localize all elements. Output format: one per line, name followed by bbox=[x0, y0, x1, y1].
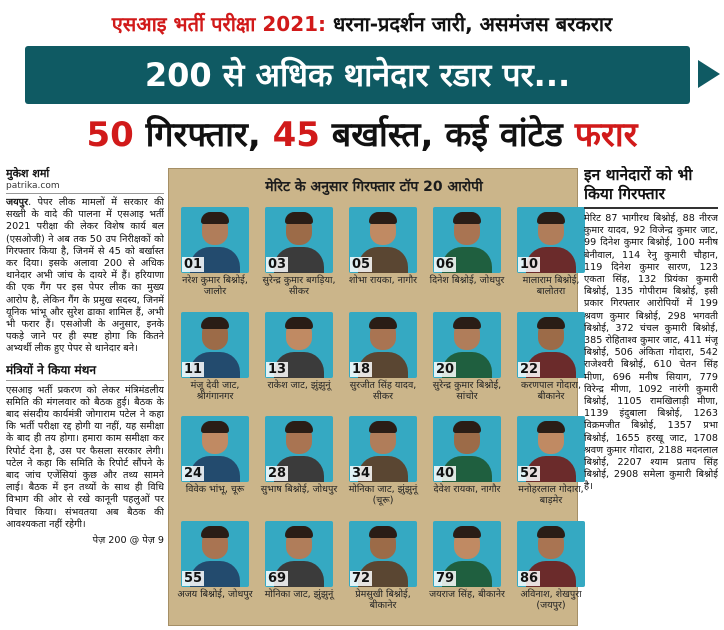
accused-name: मनोहरलाल गोदारा, बाड़मेर bbox=[518, 484, 584, 506]
photo-hair bbox=[285, 317, 313, 329]
accused-name: दिनेश बिश्नोई, जोधपुर bbox=[429, 275, 505, 286]
accused-card bbox=[343, 416, 423, 519]
dateline: जयपुर bbox=[6, 197, 29, 208]
accused-card bbox=[259, 416, 339, 519]
accused-photo bbox=[349, 521, 417, 587]
accused-photo bbox=[517, 521, 585, 587]
story-paragraph-1 bbox=[6, 197, 164, 356]
accused-card bbox=[175, 312, 255, 415]
accused-panel bbox=[168, 168, 584, 626]
photo-hair bbox=[537, 526, 565, 538]
merit-number: 01 bbox=[184, 257, 203, 272]
accused-photo bbox=[349, 416, 417, 482]
accused-name: विवेक भांभू, चूरू bbox=[185, 484, 245, 495]
merit-number: 55 bbox=[184, 570, 203, 586]
photo-hair bbox=[453, 212, 481, 224]
accused-card bbox=[259, 312, 339, 415]
merit-number: 22 bbox=[520, 361, 539, 377]
accused-name: सुरजीत सिंह यादव, सीकर bbox=[349, 379, 417, 402]
accused-name: जयराज सिंह, बीकानेर bbox=[429, 588, 505, 600]
accused-photo bbox=[265, 521, 333, 587]
accused-name: राकेश जाट, झुंझुनूं bbox=[267, 379, 331, 391]
photo-hair bbox=[285, 212, 313, 224]
panel-title: मेरिट के अनुसार गिरफ्तार टॉप 20 आरोपी bbox=[265, 179, 483, 195]
accused-name: अजय बिश्नोई, जोधपुर bbox=[177, 588, 253, 600]
accused-name: नरेश कुमार बिश्नोई, जालोर bbox=[182, 275, 248, 297]
merit-number: 79 bbox=[436, 570, 455, 586]
accused-card bbox=[427, 312, 507, 415]
accused-card bbox=[511, 416, 591, 519]
photo-hair bbox=[537, 317, 565, 329]
accused-photo bbox=[517, 207, 585, 273]
merit-number: 40 bbox=[436, 466, 455, 481]
accused-name: देवेश रायका, नागौर bbox=[433, 484, 501, 495]
merit-number: 86 bbox=[520, 570, 539, 586]
accused-card bbox=[259, 521, 339, 624]
photo-hair bbox=[537, 212, 565, 224]
photo-hair bbox=[201, 526, 229, 538]
accused-card bbox=[427, 416, 507, 519]
accused-photo bbox=[181, 312, 249, 378]
banner-text: 200 से अधिक थानेदार रडार पर... bbox=[144, 56, 571, 94]
headline-dismissed-text: बर्खास्त, कई वांटेड bbox=[319, 115, 575, 155]
accused-card bbox=[427, 207, 507, 310]
merit-number: 52 bbox=[520, 466, 539, 481]
headline-absconding: फरार bbox=[574, 115, 638, 155]
photo-hair bbox=[453, 526, 481, 538]
photo-hair bbox=[201, 212, 229, 224]
photo-hair bbox=[369, 317, 397, 329]
accused-name: सुरेन्द्र कुमार बिश्नोई, सांचोर bbox=[432, 379, 502, 402]
accused-photo bbox=[517, 416, 585, 482]
right-heading: इन थानेदारों को भी किया गिरफ्तार bbox=[584, 166, 718, 209]
right-list: मेरिट 87 भागीरथ बिश्नोई, 88 नीरज कुमार यादव, 92 विजेन्द्र कुमार जाट, 99 दिनेश कुमार बिश्नोई, 100 मनीष बेनीवाल, 114 रेनु कुमारी चौहान, 119 दिनेश कुमार सारण, 123 एकता सिंह, 132 प्रियंका कुमारी बिश्नोई, 135 गोपीराम बिश्नोई, इसी प्रकार गिरफ्तार आरोपियों में 199 श्रवण कुमार बिश्नोई, 298 भगवती बिश्नोई, 372 चंचल कुमारी बिश्नोई, 385 रोहिताश्व कुमार जाट, 411 मंजू बिश्नोई, 506 अंकिता गोदारा, 542 राजेश्वरी बिश्नोई, 610 चेतन सिंह मीणा, 696 मनीष सियाग, 779 विरेन्द्र मीणा, 1092 नारंगी कुमारी बिश्नोई, 1105 रामखिलाड़ी मीणा, 1139 इंदुबाला बिश्नोई, 1263 विक्रमजीत बिश्नोई, 1357 प्रभा बिश्नोई, 1655 हरखू जाट, 1708 श्रवण कुमार गोदारा, 2188 मदनलाल बिश्नोई, 2207 श्याम प्रताप सिंह बिश्नोई, 2908 समेला कुमारी बिश्नोई है। bbox=[584, 213, 718, 493]
headline bbox=[0, 106, 724, 164]
merit-number: 13 bbox=[268, 361, 287, 377]
accused-card bbox=[427, 521, 507, 624]
merit-number: 72 bbox=[352, 570, 371, 586]
headline-arrested-text: गिरफ्तार, bbox=[133, 115, 273, 155]
merit-number: 20 bbox=[436, 361, 455, 377]
photo-hair bbox=[285, 526, 313, 538]
story-paragraph-2: एसआइ भर्ती प्रकरण को लेकर मंत्रिमंडलीय समिति की मंगलवार को बैठक हुई। बैठक के बाद संसदीय कार्यमंत्री जोगाराम पटेल ने कहा कि भर्ती परीक्षा रद्द होगी या नहीं, यह समीक्षा के बाद ही तय होगा। हमारा काम समीक्षा कर रिपोर्ट देना है, उस पर फैसला सरकार लेगी। पटेल ने कहा कि समिति के रिपोर्ट सौंपने के बाद जांच एजेंसियां कुछ और तथ्य सामने लाई। बैठक में इन तथ्यों के साथ ही विधि विभाग की ओर से रखे कानूनी पहलुओं पर विचार किया। संभवतया अब बैठक की आवश्यकता नहीं रहेगी। bbox=[6, 384, 164, 530]
accused-card bbox=[511, 312, 591, 415]
photo-hair bbox=[369, 526, 397, 538]
accused-card bbox=[259, 207, 339, 310]
photo-hair bbox=[201, 421, 229, 433]
left-column bbox=[6, 166, 164, 626]
accused-name: मंजू देवी जाट, श्रीगंगानगर bbox=[190, 379, 240, 402]
photo-hair bbox=[369, 212, 397, 224]
photo-hair bbox=[453, 317, 481, 329]
merit-number: 11 bbox=[184, 361, 203, 377]
headline-arrested-count: 50 bbox=[86, 115, 134, 155]
kicker-status: धरना-प्रदर्शन जारी, असमंजस बरकरार bbox=[326, 12, 613, 36]
accused-card bbox=[343, 312, 423, 415]
merit-number: 69 bbox=[268, 570, 287, 586]
accused-photo bbox=[181, 416, 249, 482]
accused-name: अविनाश, शेखपुरा (जयपुर) bbox=[520, 588, 582, 611]
accused-photo bbox=[433, 521, 501, 587]
merit-number: 18 bbox=[352, 361, 371, 377]
accused-photo bbox=[349, 207, 417, 273]
banner-arrow bbox=[698, 60, 720, 88]
story-text-1: . पेपर लीक मामलों में सरकार की सख्ती के वादे की पालना में एसआइ भर्ती 2021 परीक्षा की लेकर विशेष कार्य बल (एसओजी) ने अब तक 50 उप निरीक्षकों को गिरफ्तार किया है, जिनमें से 45 को बर्खास्त कर दिया। इसके अलावा 200 से अधिक थानेदार अभी जांच के दायरे में हैं। हरियाणा की एक गैंग पर इस पेपर लीक का मुख्य आरोप है, लेकिन गैंग के प्रमुख सदस्य, जिनमें यूनिक भांभू और सुरेश ढाका शामिल हैं, अभी भी फरार हैं। एसओजी के अनुसार, इनके पकड़े जाने पर ही स्पष्ट होगा कि कितने अभ्यर्थी लीक हुए पेपर से थानेदार बने। bbox=[6, 197, 164, 355]
accused-name: मोनिका जाट, झुंझुनूं bbox=[264, 588, 334, 600]
accused-grid bbox=[175, 207, 584, 623]
accused-name: सुरेन्द्र कुमार बगड़िया, सीकर bbox=[262, 275, 336, 297]
accused-photo bbox=[433, 207, 501, 273]
accused-photo bbox=[433, 416, 501, 482]
photo-hair bbox=[369, 421, 397, 433]
merit-number: 10 bbox=[520, 257, 539, 272]
accused-card bbox=[343, 207, 423, 310]
accused-name: करणपाल गोदारा, बीकानेर bbox=[520, 379, 582, 402]
photo-hair bbox=[537, 421, 565, 433]
byline: मुकेश शर्मा bbox=[6, 167, 50, 180]
accused-name: प्रेमसुखी बिश्नोई, बीकानेर bbox=[355, 588, 411, 611]
photo-hair bbox=[453, 421, 481, 433]
accused-photo bbox=[265, 312, 333, 378]
merit-number: 34 bbox=[352, 466, 371, 481]
accused-card bbox=[175, 207, 255, 310]
headline-dismissed-count: 45 bbox=[272, 115, 320, 155]
accused-name: सुभाष बिश्नोई, जोधपुर bbox=[260, 484, 338, 495]
main-banner bbox=[25, 46, 690, 104]
story-subhead: मंत्रियों ने किया मंथन bbox=[6, 361, 164, 381]
kicker-topic: एसआइ भर्ती परीक्षा 2021: bbox=[111, 12, 327, 36]
merit-number: 24 bbox=[184, 466, 203, 481]
accused-card bbox=[175, 416, 255, 519]
photo-hair bbox=[285, 421, 313, 433]
right-column bbox=[584, 166, 718, 626]
accused-card bbox=[511, 521, 591, 624]
accused-photo bbox=[265, 416, 333, 482]
accused-card bbox=[343, 521, 423, 624]
merit-number: 05 bbox=[352, 257, 371, 272]
accused-photo bbox=[517, 312, 585, 378]
accused-name: मोनिका जाट, झुंझुनूं (चूरू) bbox=[348, 484, 418, 506]
kicker-line bbox=[0, 2, 724, 46]
accused-name: शोभा रायका, नागौर bbox=[348, 275, 418, 286]
accused-card bbox=[175, 521, 255, 624]
merit-number: 28 bbox=[268, 466, 287, 481]
merit-number: 06 bbox=[436, 257, 455, 272]
accused-photo bbox=[181, 521, 249, 587]
continued-link[interactable]: पेज़ 200 @ पेज़ 9 bbox=[92, 535, 164, 547]
photo-hair bbox=[201, 317, 229, 329]
merit-number: 03 bbox=[268, 257, 287, 272]
accused-photo bbox=[181, 207, 249, 273]
accused-photo bbox=[265, 207, 333, 273]
accused-photo bbox=[433, 312, 501, 378]
accused-name: मालाराम बिश्नोई, बालोतरा bbox=[522, 275, 580, 297]
accused-photo bbox=[349, 312, 417, 378]
source-site: patrika.com bbox=[6, 181, 164, 194]
accused-card bbox=[511, 207, 591, 310]
